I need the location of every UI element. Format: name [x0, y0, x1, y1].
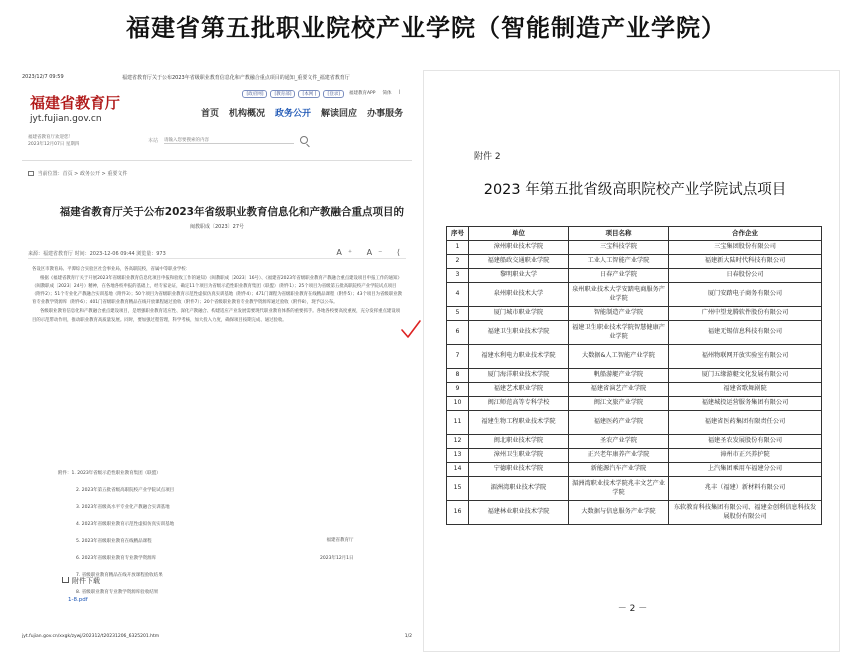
cell-unit: 泉州职业技术大学: [469, 283, 569, 307]
nav-item-public-affairs[interactable]: 政务公开: [275, 109, 312, 119]
meta-divider: [28, 258, 406, 259]
cell-unit: 福建卫生职业技术学院: [469, 321, 569, 345]
attachment-item: 8. 省级职业教育专业教学资源库验收结果: [76, 590, 159, 595]
cell-unit: 湄洲湾职业技术学院: [469, 477, 569, 501]
body-paragraph: 各级职业教育信息化和产教融合重点建设项目，是增强职业教育适应性、深化产教融合、构建适应产业发展需要现代职业教育体系的重要抓手。各地各校要高度重视，充分发挥重点建设项目的示范带动作用，推动职业教育高质量发展。同时，要加强过程管理，科学考核，加大投入力度，确保项目按期完成、通过验收。: [32, 309, 401, 323]
signoff: [320, 532, 354, 568]
font-size-tools[interactable]: A⁺ A⁻ ⟨: [336, 248, 406, 257]
page-number: － 2 －: [617, 604, 648, 614]
top-link-gov[interactable]: [政府网]: [242, 90, 267, 98]
header-divider: [22, 160, 412, 161]
nav-item-home[interactable]: 首页: [201, 109, 220, 119]
search-icon[interactable]: [300, 136, 308, 144]
cell-index: 6: [447, 321, 469, 345]
home-icon: [28, 171, 34, 176]
cell-project: 大数据与信息服务产业学院: [569, 501, 669, 525]
cell-project: 智能制造产业学院: [569, 307, 669, 321]
cell-partner: 福州物联网开放实验室有限公司: [669, 345, 822, 369]
cell-unit: 福建水利电力职业技术学院: [469, 345, 569, 369]
table-row: [447, 269, 822, 283]
cell-index: 15: [447, 477, 469, 501]
table-row: [447, 241, 822, 255]
cell-partner: 厦门五缘游艇文化发展有限公司: [669, 369, 822, 383]
download-heading-label: 附件下载: [72, 577, 100, 585]
project-table: [446, 226, 822, 525]
cell-project: 三宝科技学院: [569, 241, 669, 255]
cell-index: 13: [447, 449, 469, 463]
cell-index: 3: [447, 269, 469, 283]
cell-project: 湄洲湾职业技术学院兆丰文艺产业学院: [569, 477, 669, 501]
meta-text: 来源：福建省教育厅 时间：2023-12-06 09:44 浏览量：973: [28, 251, 166, 257]
cell-partner: 福建省歌舞剧院: [669, 383, 822, 397]
site-logo[interactable]: 福建省教育厅: [30, 94, 121, 112]
cell-index: 1: [447, 241, 469, 255]
attachment-item: 附件：1. 2023年省级示范性职业教育集团（联盟）: [58, 471, 161, 476]
table-header-row: [447, 227, 822, 241]
attachment-title: 2023 年第五批省级高职院校产业学院试点项目: [483, 182, 787, 198]
cell-project: 正兴老年康养产业学院: [569, 449, 669, 463]
table-row: [447, 477, 822, 501]
article-body: [32, 266, 402, 326]
breadcrumb: [28, 170, 127, 177]
attachment-item: 5. 2023年省级职业教育在线精品课程: [76, 539, 152, 544]
signoff-org: 福建省教育厅: [326, 538, 354, 543]
body-paragraph: 根据《福建省教育厅关于开展2023年省级职业教育信息化项目申报和验收工作的通知》（闽教职成〔2023〕16号）、《福建省2023年省级职业教育产教融合重点建设项目申报工作的通知》（闽教职成〔2023〕24号）精神，在各地各校申报的基础上，经专家论证，确定11个项目为省级示范性职业教育集团（联盟）（附件1）；25个项目为省级第五批高职院校产业学院试点项目（附件2）；51个专业化产教融合实训基地（附件3）；50个项目为省级职业教育示范性虚拟仿真实训基地（附件4）；471门课程为省级职业教育在线精品课程（附件5）；43个项目为省级职业教育专业教学资源库（附件6）；401门省级职业教育精品在线开放课程通过验收（附件7）；20个省级职业教育专业教学资源库通过验收（附件8），现予以公布。: [32, 276, 402, 306]
date-line: 2023年12月07日 星期四: [28, 142, 80, 147]
cell-partner: 福建无锡信息科技有限公司: [669, 321, 822, 345]
table-row: [447, 345, 822, 369]
table-row: [447, 463, 822, 477]
table-row: [447, 321, 822, 345]
table-row: [447, 255, 822, 269]
top-link-separator: |: [398, 90, 400, 95]
top-links: [242, 90, 402, 98]
cell-project: 日春产业学院: [569, 269, 669, 283]
footer-page: 1/2: [404, 634, 412, 639]
col-header-index: 序号: [447, 227, 469, 241]
article-title: 福建省教育厅关于公布2023年省级职业教育信息化和产教融合重点项目的: [59, 206, 404, 218]
cell-partner: 厦门安踏电子商务有限公司: [669, 283, 822, 307]
cell-index: 8: [447, 369, 469, 383]
download-heading: [62, 576, 100, 586]
cell-partner: 漳州市正兴养护院: [669, 449, 822, 463]
download-icon: [62, 577, 69, 583]
top-link-app[interactable]: 福建教育APP: [348, 91, 376, 96]
cell-index: 14: [447, 463, 469, 477]
search-bar: [148, 136, 308, 144]
cell-unit: 福建生物工程职业技术学院: [469, 411, 569, 435]
cell-index: 9: [447, 383, 469, 397]
site-url: jyt.fujian.gov.cn: [30, 114, 102, 124]
cell-index: 16: [447, 501, 469, 525]
attachment-item: 7. 省级职业教育精品在线开放课程验收结果: [76, 573, 163, 578]
cell-project: 圣农产业学院: [569, 435, 669, 449]
nav-item-about[interactable]: 机构概况: [229, 109, 266, 119]
table-row: [447, 283, 822, 307]
cell-partner: 东软教育科技集团有限公司、福建金创利信息科技发展股份有限公司: [669, 501, 822, 525]
welcome-line: 福建省教育厅欢迎您！: [28, 135, 73, 140]
table-row: [447, 411, 822, 435]
col-header-partner: 合作企业: [669, 227, 822, 241]
print-title: 福建省教育厅关于公布2023年省级职业教育信息化和产教融合重点项目的通知_重要文件_福建省教育厅: [122, 75, 350, 81]
cell-project: 福建省演艺产业学院: [569, 383, 669, 397]
cell-index: 11: [447, 411, 469, 435]
attachment-item: 4. 2023年省级职业教育示范性虚拟仿真实训基地: [76, 522, 175, 527]
cell-unit: 漳州职业技术学院: [469, 241, 569, 255]
cell-partner: 福建新大陆时代科技有限公司: [669, 255, 822, 269]
footer-url: jyt.fujian.gov.cn/xxgk/zywj/202312/t20231206_6325201.htm: [22, 634, 160, 639]
cell-project: 大数据&人工智能产业学院: [569, 345, 669, 369]
table-row: [447, 501, 822, 525]
cell-unit: 厦门城市职业学院: [469, 307, 569, 321]
cell-project: 工业人工智能产业学院: [569, 255, 669, 269]
download-file-link[interactable]: 1-8.pdf: [68, 597, 88, 603]
top-link-simplified[interactable]: 简体: [382, 91, 392, 96]
cell-project: 闽江文旅产业学院: [569, 397, 669, 411]
cell-partner: 广州中望龙腾软件股份有限公司: [669, 307, 822, 321]
table-row: [447, 369, 822, 383]
cell-project: 福建卫生职业技术学院智慧健康产业学院: [569, 321, 669, 345]
article-meta: [28, 250, 406, 257]
top-link-moe[interactable]: [教育部]: [270, 90, 295, 98]
cell-unit: 福建船政交通职业学院: [469, 255, 569, 269]
table-row: [447, 383, 822, 397]
cell-index: 10: [447, 397, 469, 411]
cell-unit: 闽江师范高等专科学校: [469, 397, 569, 411]
web-page-printout: [18, 70, 416, 650]
attachment-item: 2. 2023年第五批省级高职院校产业学院试点项目: [76, 488, 175, 493]
attachment-item: 3. 2023年省级高水平专业化产教融合实训基地: [76, 505, 170, 510]
table-row: [447, 435, 822, 449]
main-nav: [201, 106, 403, 119]
attachment-label: 附件 2: [474, 152, 501, 162]
document-number: 闽教职成〔2023〕27号: [189, 224, 245, 230]
breadcrumb-text[interactable]: 当前位置：首页 > 政务公开 > 重要文件: [37, 171, 128, 177]
search-input[interactable]: [164, 136, 294, 144]
attachment-page: [423, 70, 840, 652]
table-row: [447, 397, 822, 411]
cell-index: 4: [447, 283, 469, 307]
cell-unit: 宁德职业技术学院: [469, 463, 569, 477]
cell-partner: 福建圣农发展股份有限公司: [669, 435, 822, 449]
cell-unit: 黎明职业大学: [469, 269, 569, 283]
cell-partner: 兆丰（福建）新材料有限公司: [669, 477, 822, 501]
cell-unit: 厦门海洋职业技术学院: [469, 369, 569, 383]
table-row: [447, 307, 822, 321]
cell-project: 福建医药产业学院: [569, 411, 669, 435]
cell-partner: 三宝集团股份有限公司: [669, 241, 822, 255]
table-row: [447, 449, 822, 463]
nav-item-interpretation[interactable]: 解读回应: [321, 109, 358, 119]
cell-unit: 福建艺术职业学院: [469, 383, 569, 397]
print-header: [22, 74, 412, 84]
page-title: 福建省第五批职业院校产业学院（智能制造产业学院）: [126, 13, 726, 42]
print-footer: [22, 634, 412, 639]
cell-unit: 福建林业职业技术学院: [469, 501, 569, 525]
cell-index: 5: [447, 307, 469, 321]
cell-partner: 日春股份公司: [669, 269, 822, 283]
body-paragraph: 各设区市教育局、平潭综合实验区社会事业局，各高职院校，省属中等职业学校：: [32, 267, 191, 272]
top-link-site[interactable]: [本网 ]: [298, 90, 320, 98]
cell-project: 泉州职业技术大学安踏电商服务产业学院: [569, 283, 669, 307]
cell-unit: 闽北职业技术学院: [469, 435, 569, 449]
cell-index: 12: [447, 435, 469, 449]
search-scope[interactable]: 本站: [148, 137, 159, 144]
signoff-date: 2023年12月1日: [320, 556, 354, 561]
cell-index: 7: [447, 345, 469, 369]
col-header-project: 项目名称: [569, 227, 669, 241]
red-check-mark: [400, 318, 422, 340]
cell-project: 新能源汽车产业学院: [569, 463, 669, 477]
welcome-text: [28, 134, 79, 148]
cell-unit: 漳州卫生职业学院: [469, 449, 569, 463]
nav-item-services[interactable]: 办事服务: [367, 109, 404, 119]
cell-partner: 上汽集团乘用车福建分公司: [669, 463, 822, 477]
cell-project: 帆船游艇产业学院: [569, 369, 669, 383]
cell-partner: 福建省医药集团有限责任公司: [669, 411, 822, 435]
top-link-login[interactable]: [登录]: [323, 90, 344, 98]
cell-partner: 福建城投运营服务集团有限公司: [669, 397, 822, 411]
attachment-item: 6. 2023年省级职业教育专业教学资源库: [76, 556, 157, 561]
cell-index: 2: [447, 255, 469, 269]
print-date: 2023/12/7 09:59: [22, 74, 64, 80]
col-header-unit: 单位: [469, 227, 569, 241]
